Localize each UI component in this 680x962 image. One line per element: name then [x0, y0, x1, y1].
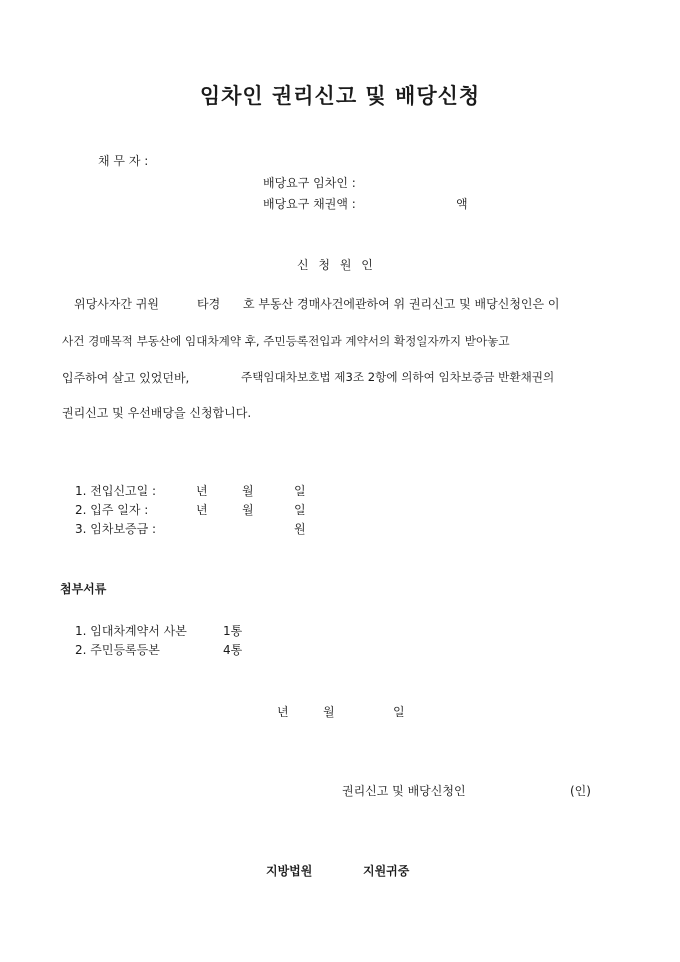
reason-line-1c: 호 부동산 경매사건에관하여 위 권리신고 및 배당신청인은 이	[243, 297, 560, 311]
date-day: 일	[393, 705, 405, 719]
item-move-in-date	[75, 482, 156, 499]
item-label: 1. 전입신고일 :	[75, 484, 157, 498]
claimant-label: 배당요구 임차인 :	[263, 176, 356, 190]
claim-amount-unit: 액	[456, 197, 468, 211]
court-district: 지방법원	[266, 864, 313, 878]
reason-heading: 신 청 원 인	[297, 258, 376, 272]
signature-label: 권리신고 및 배당신청인	[342, 784, 466, 798]
attachments-heading: 첨부서류	[60, 582, 107, 596]
item-month: 월	[242, 484, 254, 498]
claim-amount-label: 배당요구 채권액 :	[263, 197, 356, 211]
item-day: 일	[294, 503, 306, 517]
debtor-label: 채 무 자 :	[98, 154, 149, 168]
attachment-item: 2. 주민등록등본	[75, 643, 160, 657]
item-year: 년	[196, 484, 208, 498]
attachment-item: 1. 임대차계약서 사본	[75, 624, 187, 638]
item-occupancy-date	[75, 501, 148, 518]
item-day: 일	[294, 484, 306, 498]
reason-line-3b: 주택임대차보호법 제3조 2항에 의하여 임차보증금 반환채권의	[241, 370, 555, 384]
attachment-count: 4통	[223, 643, 243, 657]
item-year: 년	[196, 503, 208, 517]
attachment-count: 1통	[223, 624, 243, 638]
item-deposit	[75, 520, 156, 537]
document-title: 임차인 권리신고 및 배당신청	[199, 83, 481, 108]
item-label: 3. 임차보증금 :	[75, 522, 157, 536]
reason-line-4: 권리신고 및 우선배당을 신청합니다.	[62, 406, 252, 420]
reason-line-1a: 위당사자간 귀원	[74, 297, 159, 311]
reason-line-1b: 타경	[197, 297, 221, 311]
reason-line-2: 사건 경매목적 부동산에 임대차계약 후, 주민등록전입과 계약서의 확정일자까지 받아놓고	[62, 334, 510, 348]
reason-line-3a: 입주하여 살고 있었던바,	[62, 371, 190, 385]
item-month: 월	[242, 503, 254, 517]
item-deposit-unit: 원	[294, 522, 306, 536]
court-branch: 지원귀중	[363, 864, 410, 878]
date-year: 년	[277, 705, 289, 719]
item-label: 2. 입주 일자 :	[75, 503, 149, 517]
seal-mark: (인)	[570, 784, 591, 798]
date-month: 월	[323, 705, 335, 719]
